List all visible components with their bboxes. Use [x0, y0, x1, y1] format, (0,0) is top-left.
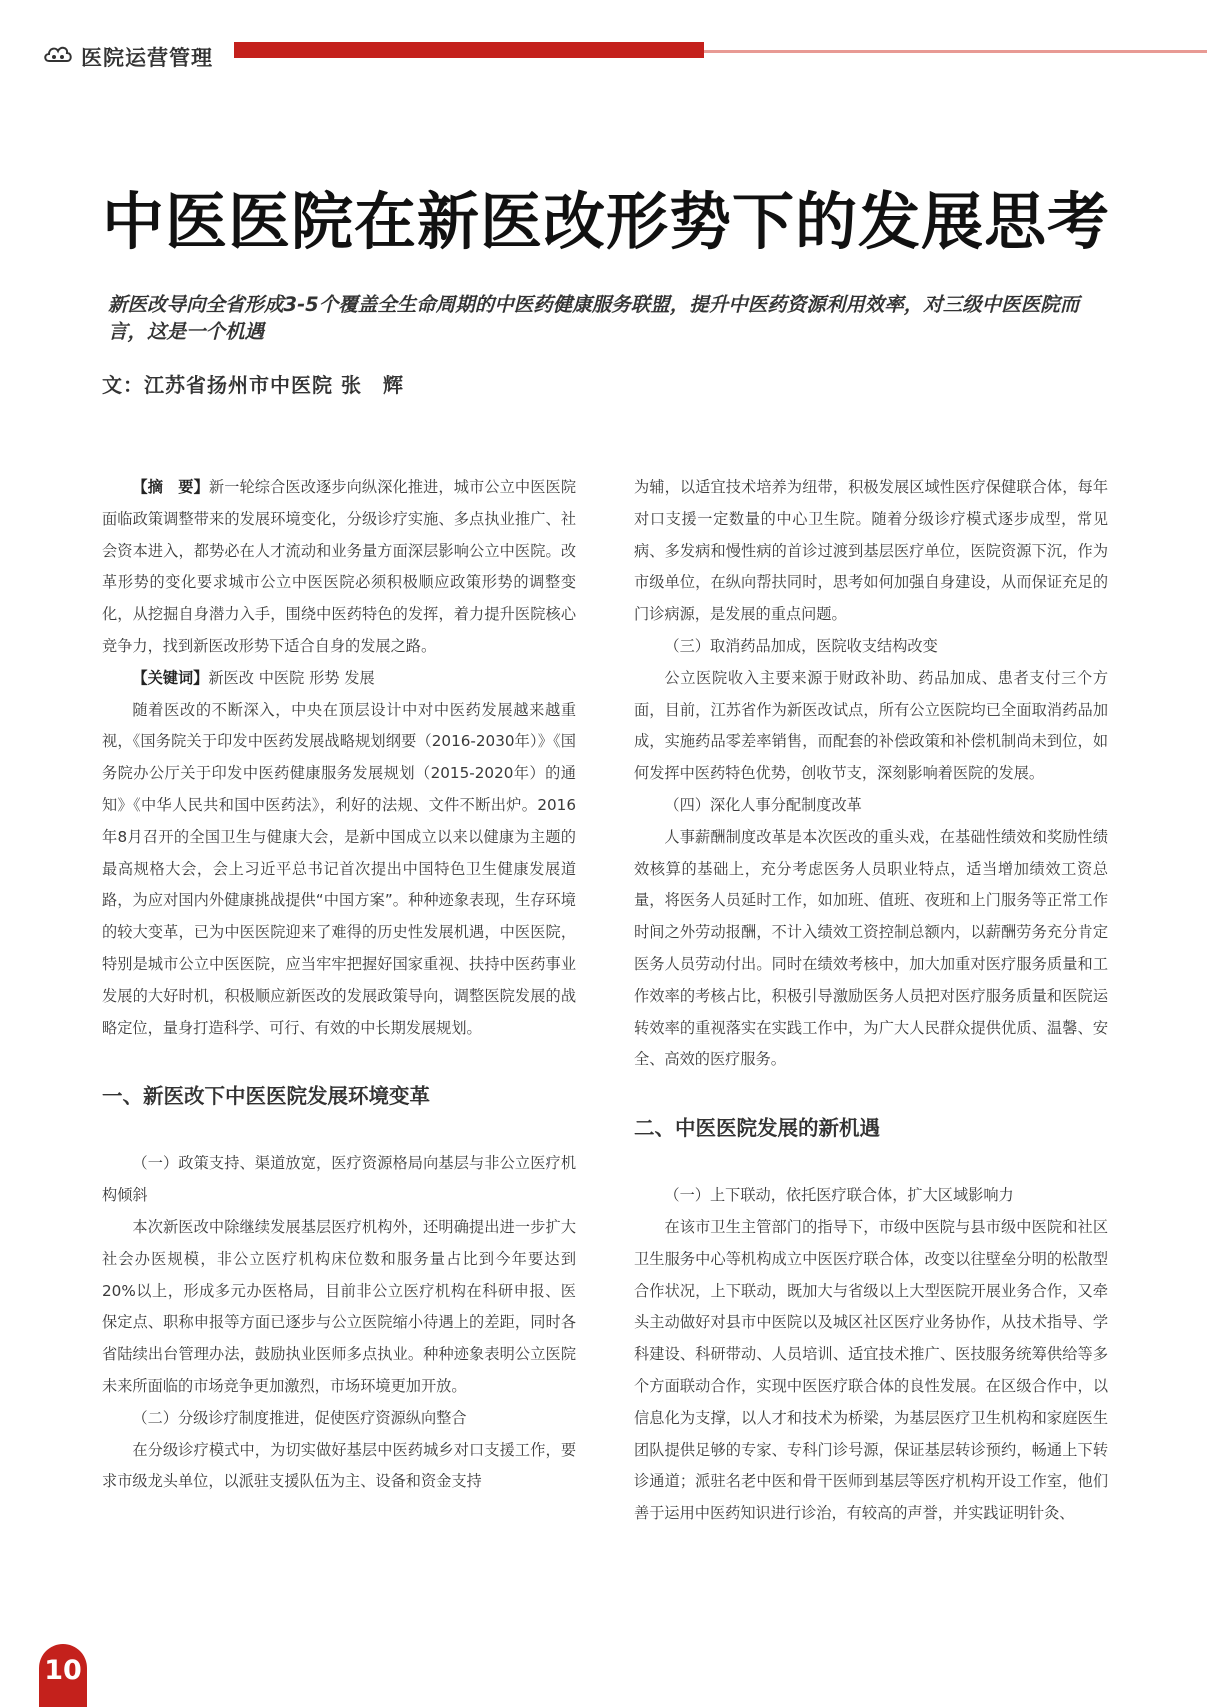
header-accent-line	[704, 50, 1207, 53]
paragraph-1-1: 本次新医改中除继续发展基层医疗机构外，还明确提出进一步扩大社会办医规模，非公立医疗机构床位数和服务量占比到今年要达到20%以上，形成多元办医格局，目前非公立医疗机构在科研申报、医保定点、职称申报等方面已逐步与公立医院缩小待遇上的差距，同时各省陆续出台管理办法，鼓励执业医师多点执业。种种迹象表明公立医院未来所面临的市场竞争更加激烈，市场环境更加开放。	[102, 1217, 576, 1395]
header-accent-bar	[234, 42, 704, 58]
paragraph-2-1: 在该市卫生主管部门的指导下，市级中医院与县市级中医院和社区卫生服务中心等机构成立中医医疗联合体，改变以往壁垒分明的松散型合作状况，上下联动，既加大与省级以上大型医院开展业务合作，又牵头主动做好对县市中医院以及城区社区医疗业务协作，从技术指导、学科建设、科研带动、人员培训、适宜技术推广、医技服务统筹供给等多个方面联动合作，实现中医医疗联合体的良性发展。在区级合作中，以信息化为支撑，以人才和技术为桥梁，为基层医疗卫生机构和家庭医生团队提供足够的专家、专科门诊号源，保证基层转诊预约，畅通上下转诊通道；派驻名老中医和骨干医师到基层等医疗机构开设工作室，他们善于运用中医药知识进行诊治，有较高的声誉，并实践证明针灸、	[634, 1217, 1108, 1523]
keywords-label: 【关键词】	[132, 668, 209, 687]
paragraph-1-4: 人事薪酬制度改革是本次医改的重头戏，在基础性绩效和奖励性绩效核算的基础上，充分考虑医务人员职业特点，适当增加绩效工资总量，将医务人员延时工作，如加班、值班、夜班和上门服务等正常工作时间之外劳动报酬，不计入绩效工资控制总额内，以薪酬劳务充分肯定医务人员劳动付出。同时在绩效考核中，加大加重对医疗服务质量和工作效率的考核占比，积极引导激励医务人员把对医疗服务质量和医院运转效率的重视落实在实践工作中，为广大人民群众提供优质、温馨、安全、高效的医疗服务。	[634, 827, 1108, 1069]
paragraph-1-2: 在分级诊疗模式中，为切实做好基层中医药城乡对口支援工作，要求市级龙头单位，以派驻支援队伍为主、设备和资金支持	[102, 1440, 576, 1491]
subheading-2-1: （一）上下联动，依托医疗联合体，扩大区域影响力	[664, 1186, 1014, 1205]
paragraph-1-3: 公立医院收入主要来源于财政补助、药品加成、患者支付三个方面，目前，江苏省作为新医改试点，所有公立医院均已全面取消药品加成，实施药品零差率销售，而配套的补偿政策和补偿机制尚未到位，如何发挥中医药特色优势，创收节支，深刻影响着医院的发展。	[634, 668, 1108, 783]
left-column	[102, 472, 576, 1498]
abstract-paragraph	[102, 472, 576, 663]
continued-paragraph: 为辅，以适宜技术培养为纽带，积极发展区域性医疗保健联合体，每年对口支援一定数量的中心卫生院。随着分级诊疗模式逐步成型，常见病、多发病和慢性病的首诊过渡到基层医疗单位，医院资源下沉，作为市级单位，在纵向帮扶同时，思考如何加强自身建设，从而保证充足的门诊病源，是发展的重点问题。	[634, 478, 1108, 624]
abstract-text: 新一轮综合医改逐步向纵深化推进，城市公立中医医院面临政策调整带来的发展环境变化，分级诊疗实施、多点执业推广、社会资本进入，都势必在人才流动和业务量方面深层影响公立中医院。改革形势的变化要求城市公立中医医院必须积极顺应政策形势的调整变化，从挖掘自身潜力入手，围绕中医药特色的发挥，着力提升医院核心竞争力，找到新医改形势下适合自身的发展之路。	[102, 478, 577, 655]
section-name: 医院运营管理	[81, 46, 213, 70]
right-column	[634, 472, 1108, 1530]
article-byline: 文：江苏省扬州市中医院 张 辉	[102, 373, 404, 397]
subheading-1-3: （三）取消药品加成，医院收支结构改变	[664, 636, 938, 655]
section-heading-2: 二、中医医院发展的新机遇	[634, 1116, 880, 1141]
subheading-1-1: （一）政策支持、渠道放宽，医疗资源格局向基层与非公立医疗机构倾斜	[102, 1154, 576, 1205]
section-heading-1: 一、新医改下中医医院发展环境变革	[102, 1084, 430, 1109]
keywords-paragraph	[102, 663, 576, 695]
abstract-label: 【摘 要】	[132, 478, 209, 496]
subheading-1-4: （四）深化人事分配制度改革	[664, 795, 862, 814]
page-header	[0, 0, 1207, 110]
page-number: 10	[44, 1655, 82, 1686]
keywords-text: 新医改 中医院 形势 发展	[208, 668, 375, 687]
subheading-1-2: （二）分级诊疗制度推进，促使医疗资源纵向整合	[132, 1408, 467, 1427]
cloud-icon	[43, 44, 73, 64]
article-subtitle: 新医改导向全省形成3-5个覆盖全生命周期的中医药健康服务联盟，提升中医药资源利用效率，对三级中医医院而言，这是一个机遇	[108, 293, 1080, 343]
article-title: 中医医院在新医改形势下的发展思考	[102, 185, 1111, 258]
intro-paragraph: 随着医改的不断深入，中央在顶层设计中对中医药发展越来越重视，《国务院关于印发中医药发展战略规划纲要（2016-2030年）》《国务院办公厅关于印发中医药健康服务发展规划（2015-2020年）的通知》《中华人民共和国中医药法》，利好的法规、文件不断出炉。2016年8月召开的全国卫生与健康大会，是新中国成立以来以健康为主题的最高规格大会，会上习近平总书记首次提出中国特色卫生健康发展道路，为应对国内外健康挑战提供“中国方案”。种种迹象表现，生存环境的较大变革，已为中医医院迎来了难得的历史性发展机遇，中医医院，特别是城市公立中医医院，应当牢牢把握好国家重视、扶持中医药事业发展的大好时机，积极顺应新医改的发展政策导向，调整医院发展的战略定位，量身打造科学、可行、有效的中长期发展规划。	[102, 700, 576, 1037]
